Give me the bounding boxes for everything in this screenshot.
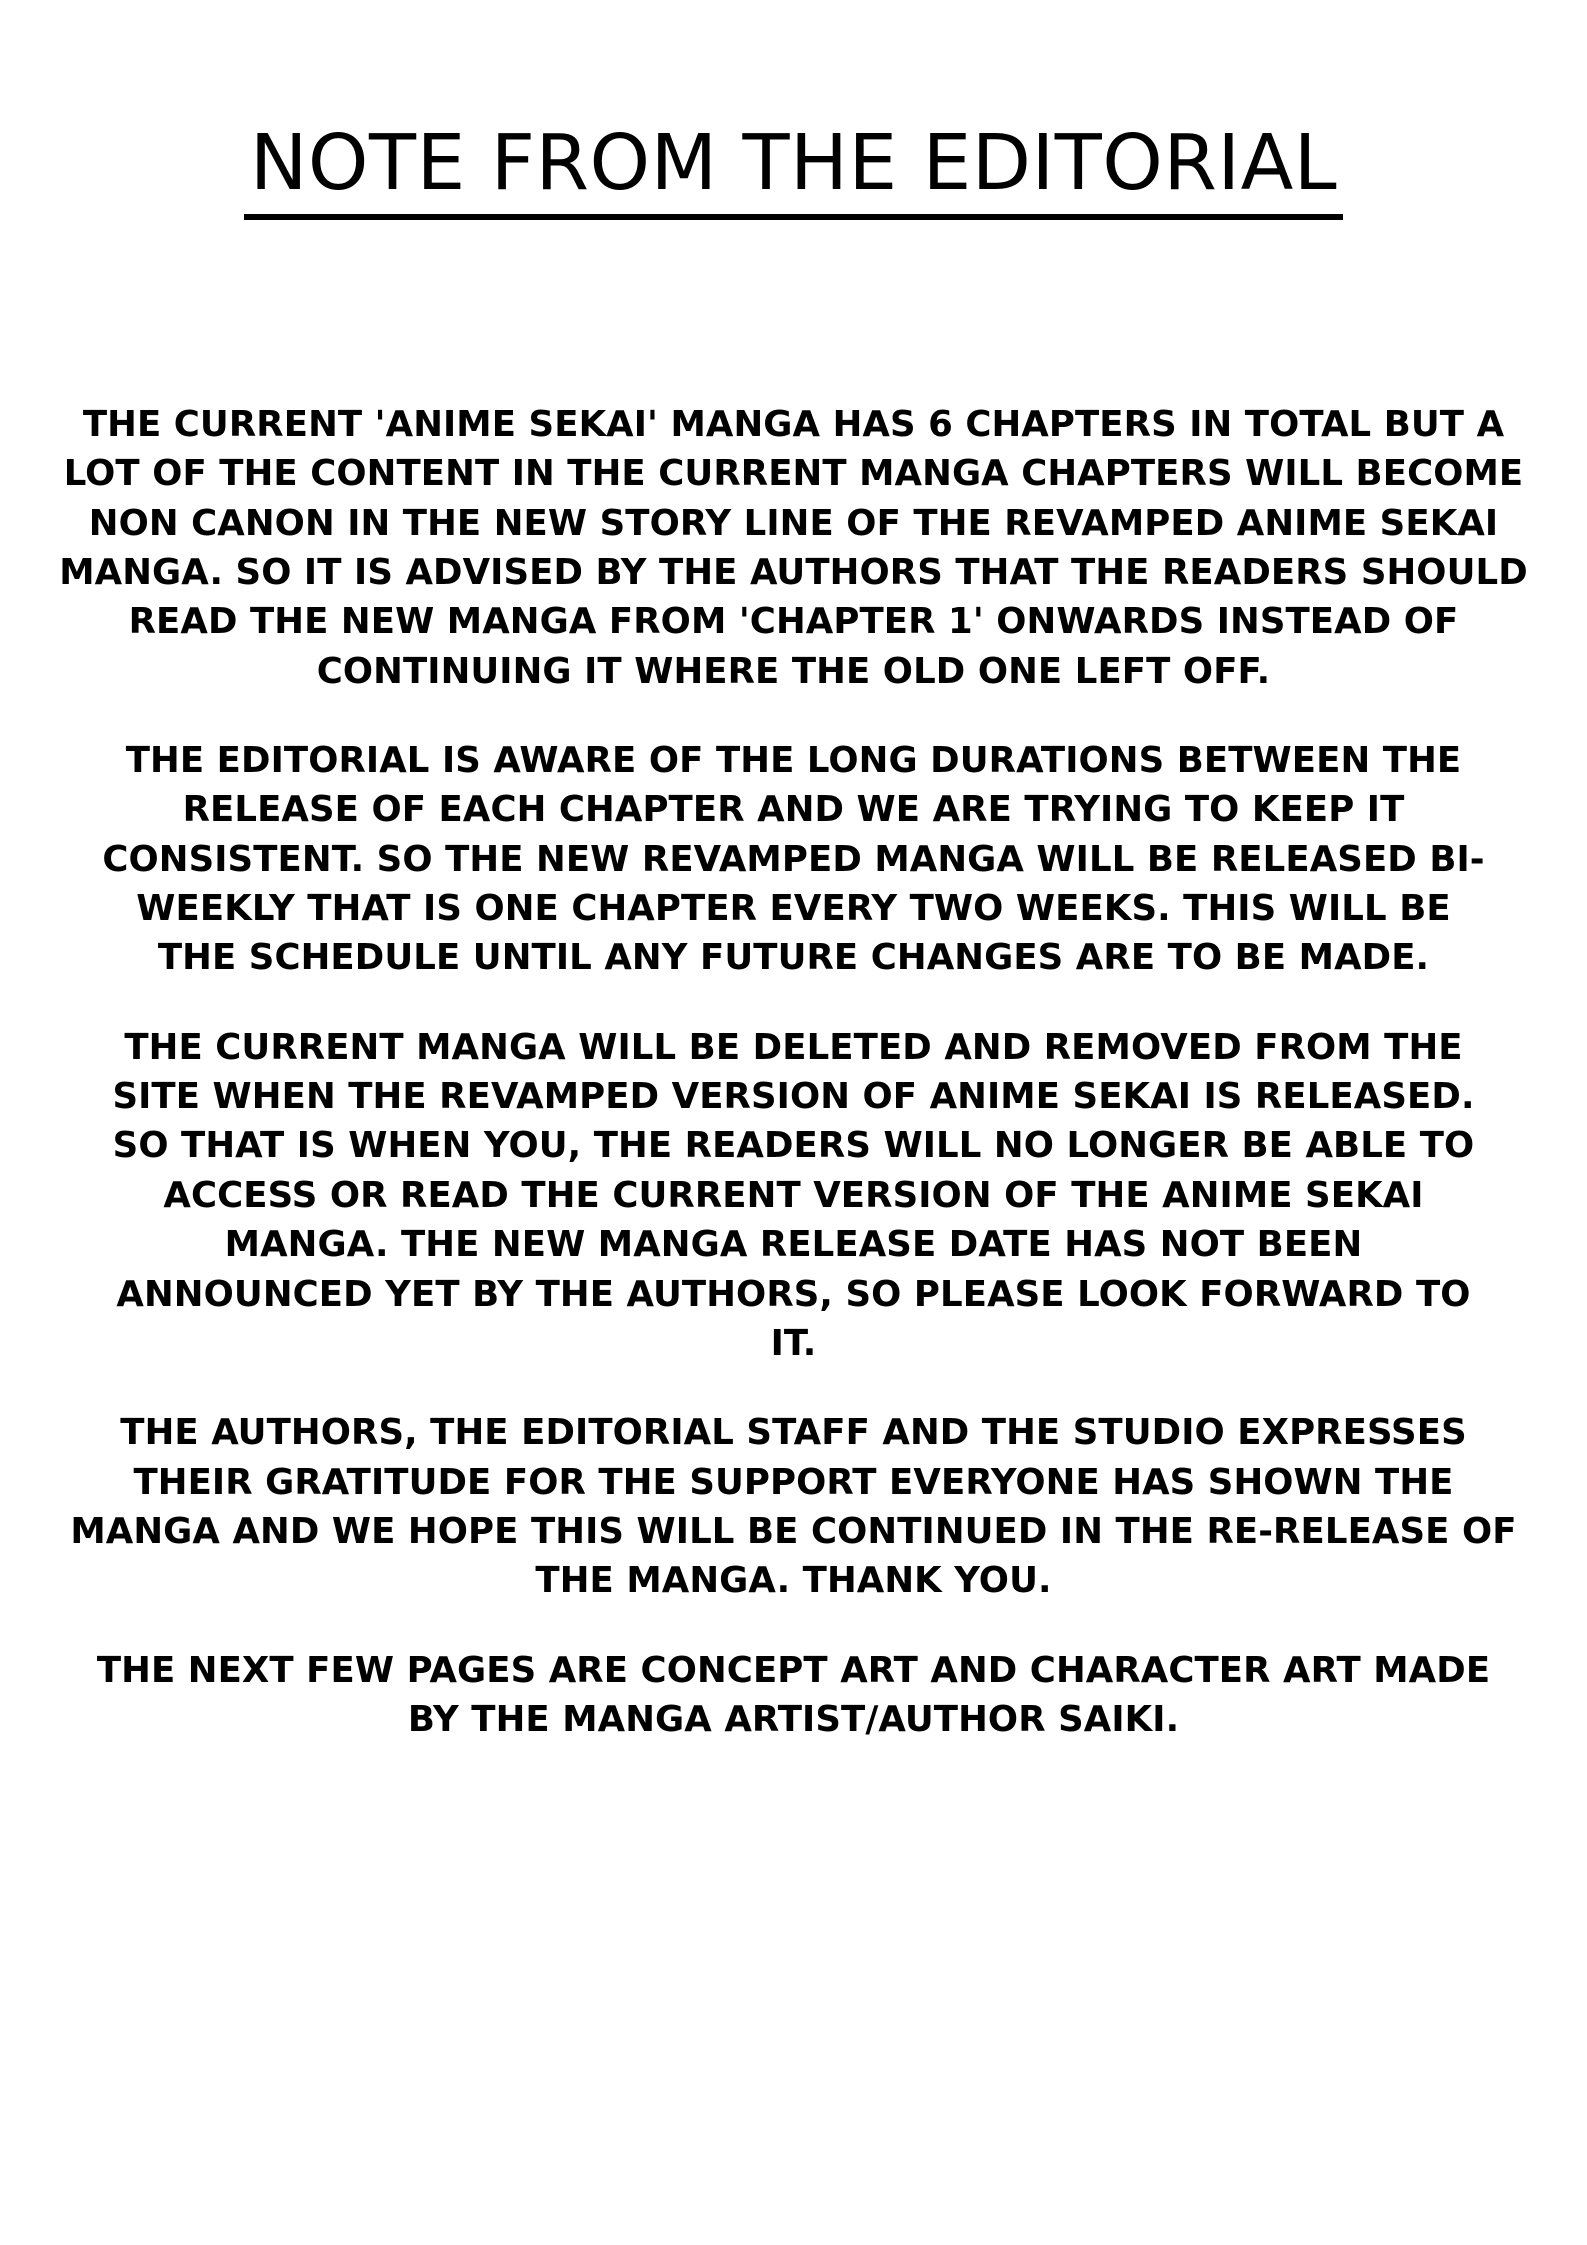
paragraph-chapters-notice: THE CURRENT 'ANIME SEKAI' MANGA HAS 6 CHAPTERS IN TOTAL BUT A LOT OF THE CONTENT IN THE CURRENT MANGA CHAPTERS WILL BECOME NON CANON IN THE NEW STORY LINE OF THE REVAMPED ANIME SEKAI MANGA. SO IT IS ADVISED BY THE AUTHORS THAT THE READERS SHOULD READ THE NEW MANGA FROM 'CHAPTER 1' ONWARDS INSTEAD OF CONTINUING IT WHERE THE OLD ONE LEFT OFF. (59, 404, 1528, 692)
page-title: NOTE FROM THE EDITORIAL (244, 124, 1343, 221)
page-title-container (0, 0, 1587, 272)
paragraph-gratitude: THE AUTHORS, THE EDITORIAL STAFF AND THE STUDIO EXPRESSES THEIR GRATITUDE FOR THE SUPPORT EVERYONE HAS SHOWN THE MANGA AND WE HOPE THIS WILL BE CONTINUED IN THE RE-RELEASE OF THE MANGA. THANK YOU. (70, 1412, 1517, 1602)
paragraph-deletion-notice: THE CURRENT MANGA WILL BE DELETED AND REMOVED FROM THE SITE WHEN THE REVAMPED VERSION OF ANIME SEKAI IS RELEASED. SO THAT IS WHEN YOU, THE READERS WILL NO LONGER BE ABLE TO ACCESS OR READ THE CURRENT VERSION OF THE ANIME SEKAI MANGA. THE NEW MANGA RELEASE DATE HAS NOT BEEN ANNOUNCED YET BY THE AUTHORS, SO PLEASE LOOK FORWARD TO IT. (112, 1026, 1475, 1364)
note-body (59, 400, 1529, 1744)
paragraph-concept-art: THE NEXT FEW PAGES ARE CONCEPT ART AND CHARACTER ART MADE BY THE MANGA ARTIST/AUTHOR SAIKI. (96, 1649, 1491, 1740)
paragraph-release-schedule: THE EDITORIAL IS AWARE OF THE LONG DURATIONS BETWEEN THE RELEASE OF EACH CHAPTER AND WE ARE TRYING TO KEEP IT CONSISTENT. SO THE NEW REVAMPED MANGA WILL BE RELEASED BI-WEEKLY THAT IS ONE CHAPTER EVERY TWO WEEKS. THIS WILL BE THE SCHEDULE UNTIL ANY FUTURE CHANGES ARE TO BE MADE. (102, 740, 1485, 979)
